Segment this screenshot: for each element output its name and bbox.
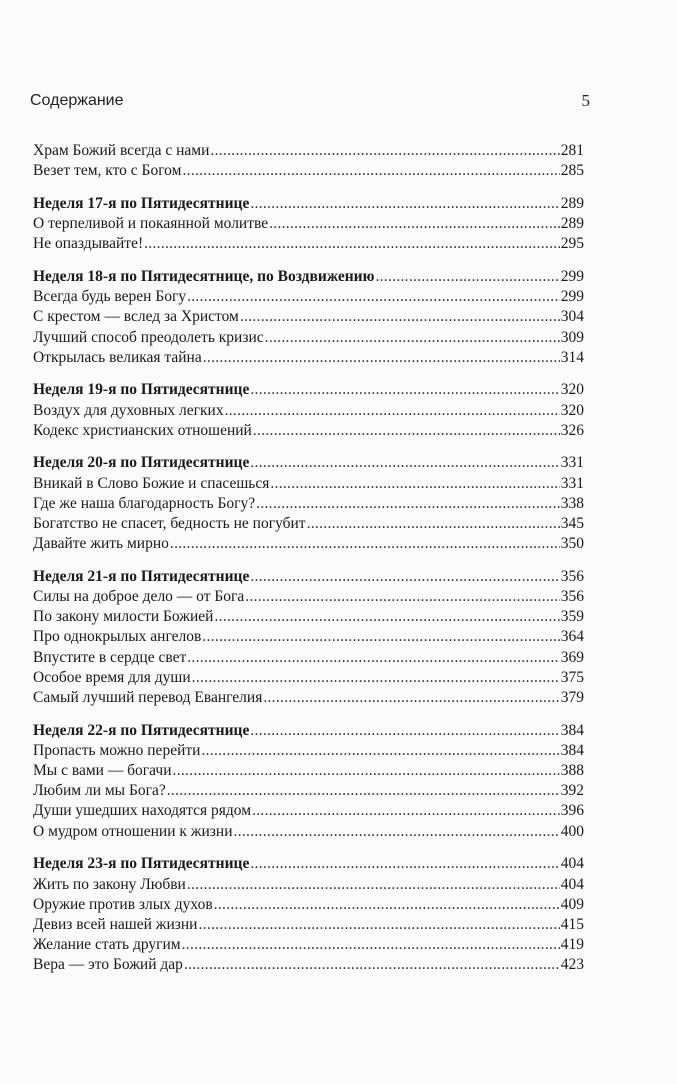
dot-leader bbox=[187, 287, 560, 307]
entry-page-number: 404 bbox=[560, 855, 584, 873]
toc-entry bbox=[33, 587, 584, 607]
entry-page-number: 304 bbox=[560, 308, 584, 326]
dot-leader bbox=[250, 567, 559, 587]
entry-page-number: 331 bbox=[560, 474, 584, 492]
dot-leader bbox=[250, 854, 559, 874]
dot-leader bbox=[187, 875, 560, 895]
dot-leader bbox=[210, 141, 559, 161]
toc-entry bbox=[33, 514, 584, 534]
dot-leader bbox=[201, 741, 559, 761]
page-header bbox=[30, 92, 590, 114]
dot-leader bbox=[192, 668, 560, 688]
heading-title: Неделя 20-я по Пятидесятнице bbox=[33, 454, 250, 472]
entry-title: О терпеливой и покаянной молитве bbox=[33, 215, 269, 233]
dot-leader bbox=[253, 421, 560, 441]
toc-entry bbox=[33, 895, 584, 915]
toc-section bbox=[33, 854, 584, 975]
heading-title: Неделя 18-я по Пятидесятнице, по Воздвижению bbox=[33, 267, 375, 285]
entry-page-number: 375 bbox=[560, 668, 584, 686]
entry-page-number: 364 bbox=[560, 628, 584, 646]
entry-page-number: 388 bbox=[560, 762, 584, 780]
entry-title: Богатство не спасет, бедность не погубит bbox=[33, 515, 306, 532]
dot-leader bbox=[170, 534, 560, 554]
entry-title: Открылась великая тайна bbox=[33, 348, 202, 366]
entry-page-number: 404 bbox=[560, 875, 584, 893]
toc-entry bbox=[33, 494, 584, 514]
toc-entry bbox=[33, 781, 584, 801]
toc-section bbox=[33, 721, 584, 842]
toc-entry bbox=[33, 627, 584, 647]
page-number: 5 bbox=[581, 91, 590, 110]
entry-page-number: 299 bbox=[560, 288, 584, 306]
heading-title: Неделя 21-я по Пятидесятнице bbox=[33, 567, 250, 585]
toc-entry bbox=[33, 328, 584, 348]
entry-page-number: 409 bbox=[560, 895, 584, 913]
toc-section bbox=[33, 567, 584, 708]
entry-title: Желание стать другим bbox=[33, 936, 181, 954]
entry-title: Души ушедших находятся рядом bbox=[33, 802, 252, 820]
entry-title: Самый лучший перевод Евангелия bbox=[33, 689, 263, 706]
entry-page-number: 392 bbox=[560, 782, 584, 800]
toc-entry bbox=[33, 348, 584, 368]
entry-page-number: 314 bbox=[560, 348, 584, 366]
toc-entry bbox=[33, 955, 584, 975]
dot-leader bbox=[250, 453, 559, 473]
entry-title: Силы на доброе дело — от Бога bbox=[33, 588, 245, 606]
toc-entry bbox=[33, 421, 584, 441]
entry-page-number: 320 bbox=[560, 381, 584, 399]
entry-title: С крестом — вслед за Христом bbox=[33, 308, 239, 326]
dot-leader bbox=[214, 895, 560, 915]
entry-title: Мы с вами — богачи bbox=[33, 762, 172, 780]
toc-entry bbox=[33, 741, 584, 761]
entry-page-number: 345 bbox=[560, 515, 584, 532]
entry-page-number: 379 bbox=[560, 689, 584, 706]
dot-leader bbox=[263, 688, 559, 708]
dot-leader bbox=[256, 494, 560, 514]
entry-title: Везет тем, кто с Богом bbox=[33, 162, 182, 180]
toc-entry bbox=[33, 307, 584, 327]
toc-entry bbox=[33, 801, 584, 821]
page-title: Содержание bbox=[30, 92, 124, 109]
toc-entry bbox=[33, 141, 584, 161]
heading-title: Неделя 17-я по Пятидесятнице bbox=[33, 194, 250, 212]
entry-title: Вера — это Божий дар bbox=[33, 956, 183, 974]
dot-leader bbox=[234, 822, 560, 842]
dot-leader bbox=[198, 915, 559, 935]
entry-title: Девиз всей нашей жизни bbox=[33, 915, 198, 933]
entry-title: Впустите в сердце свет bbox=[33, 648, 187, 666]
entry-title: Кодекс христианских отношений bbox=[33, 421, 252, 439]
dot-leader bbox=[184, 955, 560, 975]
toc-section bbox=[33, 267, 584, 368]
toc-entry bbox=[33, 161, 584, 181]
toc-section bbox=[33, 380, 584, 441]
entry-title: Особое время для души bbox=[33, 668, 191, 686]
heading-title: Неделя 23-я по Пятидесятнице bbox=[33, 855, 250, 873]
entry-page-number: 299 bbox=[560, 267, 584, 285]
toc-entry bbox=[33, 875, 584, 895]
heading-title: Неделя 22-я по Пятидесятнице bbox=[33, 721, 250, 739]
entry-title: По закону милости Божией bbox=[33, 608, 214, 626]
toc-entry bbox=[33, 668, 584, 688]
entry-page-number: 359 bbox=[560, 608, 584, 626]
toc-section-heading bbox=[33, 854, 584, 874]
entry-title: Про однокрылых ангелов bbox=[33, 628, 202, 646]
entry-page-number: 309 bbox=[560, 328, 584, 346]
entry-title: Не опаздывайте! bbox=[33, 235, 144, 253]
entry-title: Любим ли мы Бога? bbox=[33, 782, 166, 800]
entry-title: Лучший способ преодолеть кризис bbox=[33, 328, 264, 346]
toc-entry bbox=[33, 287, 584, 307]
toc-section-heading bbox=[33, 380, 584, 400]
dot-leader bbox=[182, 935, 560, 955]
toc-entry bbox=[33, 474, 584, 494]
toc-entry bbox=[33, 761, 584, 781]
entry-page-number: 384 bbox=[560, 721, 584, 739]
dot-leader bbox=[252, 801, 560, 821]
toc-entry bbox=[33, 401, 584, 421]
entry-title: Оружие против злых духов bbox=[33, 895, 213, 913]
dot-leader bbox=[182, 161, 559, 181]
entry-page-number: 350 bbox=[560, 535, 584, 553]
toc-entry bbox=[33, 822, 584, 842]
entry-page-number: 369 bbox=[560, 648, 584, 666]
dot-leader bbox=[144, 234, 560, 254]
dot-leader bbox=[202, 627, 559, 647]
toc-section-heading bbox=[33, 194, 584, 214]
entry-title: Давайте жить мирно bbox=[33, 535, 169, 553]
toc-section-heading bbox=[33, 453, 584, 473]
entry-page-number: 415 bbox=[560, 915, 584, 933]
entry-title: Где же наша благодарность Богу? bbox=[33, 494, 256, 512]
dot-leader bbox=[265, 328, 560, 348]
toc-entry bbox=[33, 534, 584, 554]
entry-page-number: 285 bbox=[560, 162, 584, 180]
entry-page-number: 338 bbox=[560, 494, 584, 512]
dot-leader bbox=[225, 401, 560, 421]
heading-title: Неделя 19-я по Пятидесятнице bbox=[33, 381, 250, 399]
entry-page-number: 419 bbox=[560, 936, 584, 954]
entry-title: Пропасть можно перейти bbox=[33, 741, 201, 759]
entry-page-number: 289 bbox=[560, 194, 584, 212]
dot-leader bbox=[250, 194, 559, 214]
toc-entry bbox=[33, 234, 584, 254]
entry-title: Всегда будь верен Богу bbox=[33, 288, 187, 306]
toc-section bbox=[33, 194, 584, 255]
dot-leader bbox=[250, 721, 559, 741]
dot-leader bbox=[250, 380, 559, 400]
toc-entry bbox=[33, 607, 584, 627]
toc-section-heading bbox=[33, 721, 584, 741]
dot-leader bbox=[245, 587, 559, 607]
entry-page-number: 295 bbox=[560, 235, 584, 253]
entry-page-number: 326 bbox=[560, 421, 584, 439]
dot-leader bbox=[270, 474, 559, 494]
toc-section-heading bbox=[33, 567, 584, 587]
entry-page-number: 320 bbox=[560, 401, 584, 419]
dot-leader bbox=[307, 514, 560, 534]
dot-leader bbox=[203, 348, 560, 368]
toc-entry bbox=[33, 935, 584, 955]
entry-page-number: 396 bbox=[560, 802, 584, 820]
entry-title: Жить по закону Любви bbox=[33, 875, 186, 893]
entry-page-number: 331 bbox=[560, 454, 584, 472]
toc-entry bbox=[33, 648, 584, 668]
toc-entry bbox=[33, 214, 584, 234]
toc-entry bbox=[33, 915, 584, 935]
dot-leader bbox=[375, 267, 559, 287]
dot-leader bbox=[187, 648, 560, 668]
dot-leader bbox=[240, 307, 560, 327]
entry-page-number: 356 bbox=[560, 567, 584, 585]
toc-section bbox=[33, 141, 584, 181]
dot-leader bbox=[173, 761, 560, 781]
table-of-contents bbox=[33, 141, 584, 975]
entry-page-number: 423 bbox=[560, 956, 584, 974]
dot-leader bbox=[167, 781, 560, 801]
entry-title: О мудром отношении к жизни bbox=[33, 822, 233, 840]
toc-section-heading bbox=[33, 267, 584, 287]
dot-leader bbox=[214, 607, 559, 627]
entry-page-number: 289 bbox=[560, 215, 584, 233]
toc-entry bbox=[33, 688, 584, 708]
dot-leader bbox=[269, 214, 560, 234]
entry-page-number: 281 bbox=[560, 142, 584, 159]
entry-page-number: 400 bbox=[560, 822, 584, 840]
entry-title: Храм Божий всегда с нами bbox=[33, 142, 210, 159]
entry-title: Воздух для духовных легких bbox=[33, 401, 224, 419]
entry-title: Вникай в Слово Божие и спасешься bbox=[33, 474, 270, 492]
entry-page-number: 356 bbox=[560, 588, 584, 606]
toc-section bbox=[33, 453, 584, 554]
entry-page-number: 384 bbox=[560, 741, 584, 759]
